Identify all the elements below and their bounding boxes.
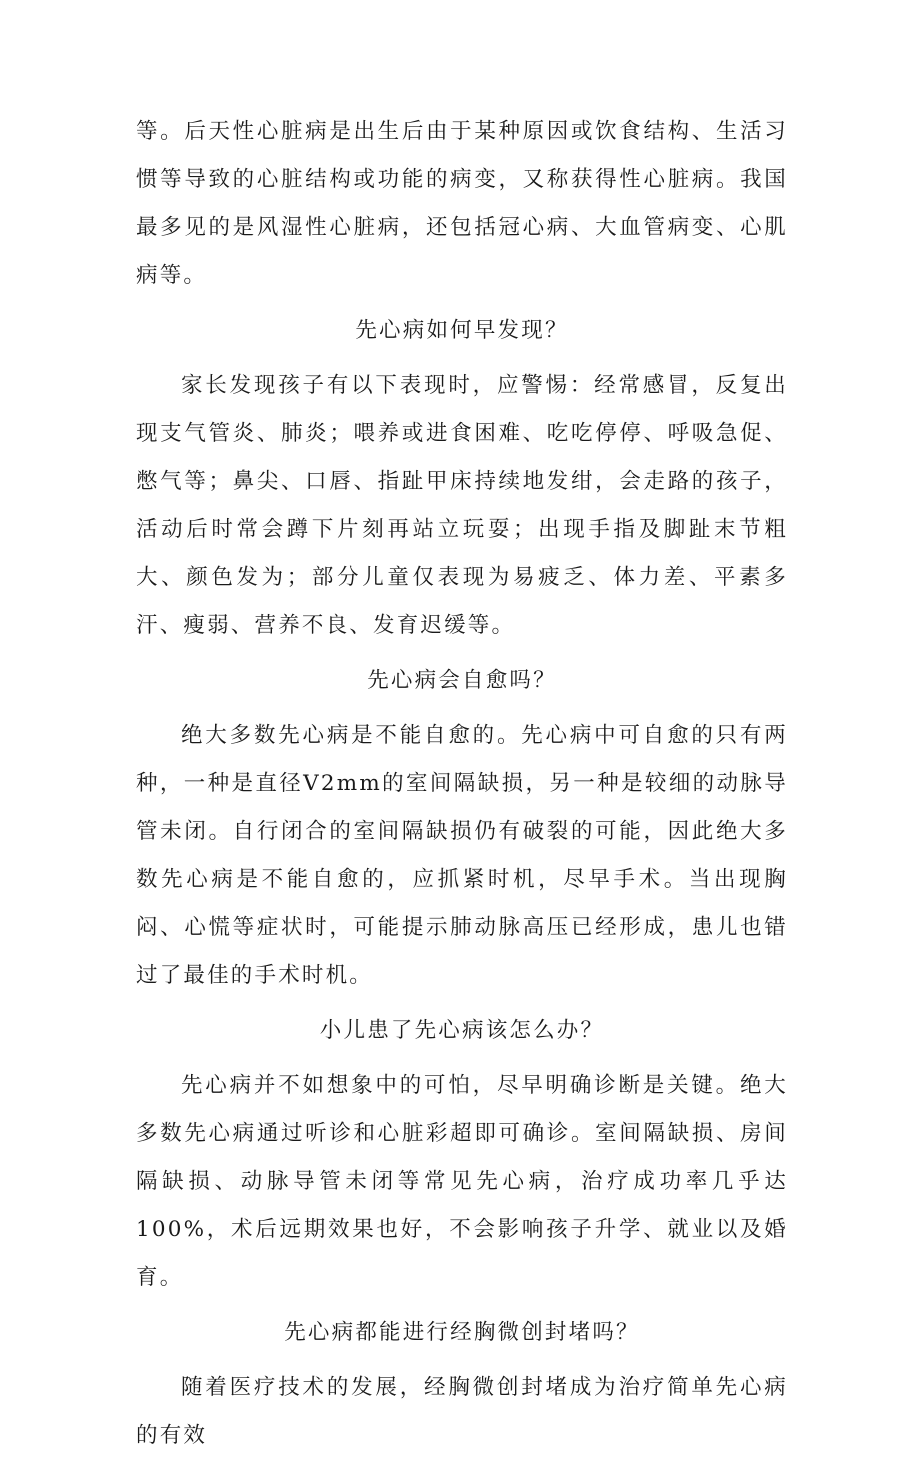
heading-self-healing: 先心病会自愈吗？ — [367, 668, 557, 693]
heading-minimally-invasive: 先心病都能进行经胸微创封堵吗？ — [284, 1320, 640, 1345]
paragraph-what-to-do: 先心病并不如想象中的可怕，尽早明确诊断是关键。绝大多数先心病通过听诊和心脏彩超即可确诊。室间隔缺损、房间隔缺损、动脉导管未闭等常见先心病，治疗成功率几乎达100%，术后远期效果也好，不会影响孩子升学、就业以及婚育。 — [136, 1073, 788, 1290]
paragraph-minimally-invasive: 随着医疗技术的发展，经胸微创封堵成为治疗简单先心病的有效 — [136, 1375, 788, 1448]
paragraph-early-detection: 家长发现孩子有以下表现时，应警惕：经常感冒，反复出现支气管炎、肺炎；喂养或进食困难、吃吃停停、呼吸急促、憋气等；鼻尖、口唇、指趾甲床持续地发绀，会走路的孩子，活动后时常会蹲下片刻再站立玩耍；出现手指及脚趾末节粗大、颜色发为；部分儿童仅表现为易疲乏、体力差、平素多汗、瘦弱、营养不良、发育迟缓等。 — [136, 373, 788, 638]
heading-what-to-do: 小儿患了先心病该怎么办？ — [319, 1018, 605, 1043]
heading-early-detection: 先心病如何早发现？ — [355, 318, 569, 343]
paragraph-acquired-heart-disease: 等。后天性心脏病是出生后由于某种原因或饮食结构、生活习惯等导致的心脏结构或功能的病变，又称获得性心脏病。我国最多见的是风湿性心脏病，还包括冠心病、大血管病变、心肌病等。 — [136, 119, 788, 288]
paragraph-self-healing: 绝大多数先心病是不能自愈的。先心病中可自愈的只有两种，一种是直径V2mm的室间隔缺损，另一种是较细的动脉导管未闭。自行闭合的室间隔缺损仍有破裂的可能，因此绝大多数先心病是不能自愈的，应抓紧时机，尽早手术。当出现胸闷、心慌等症状时，可能提示肺动脉高压已经形成，患儿也错过了最佳的手术时机。 — [136, 723, 788, 988]
